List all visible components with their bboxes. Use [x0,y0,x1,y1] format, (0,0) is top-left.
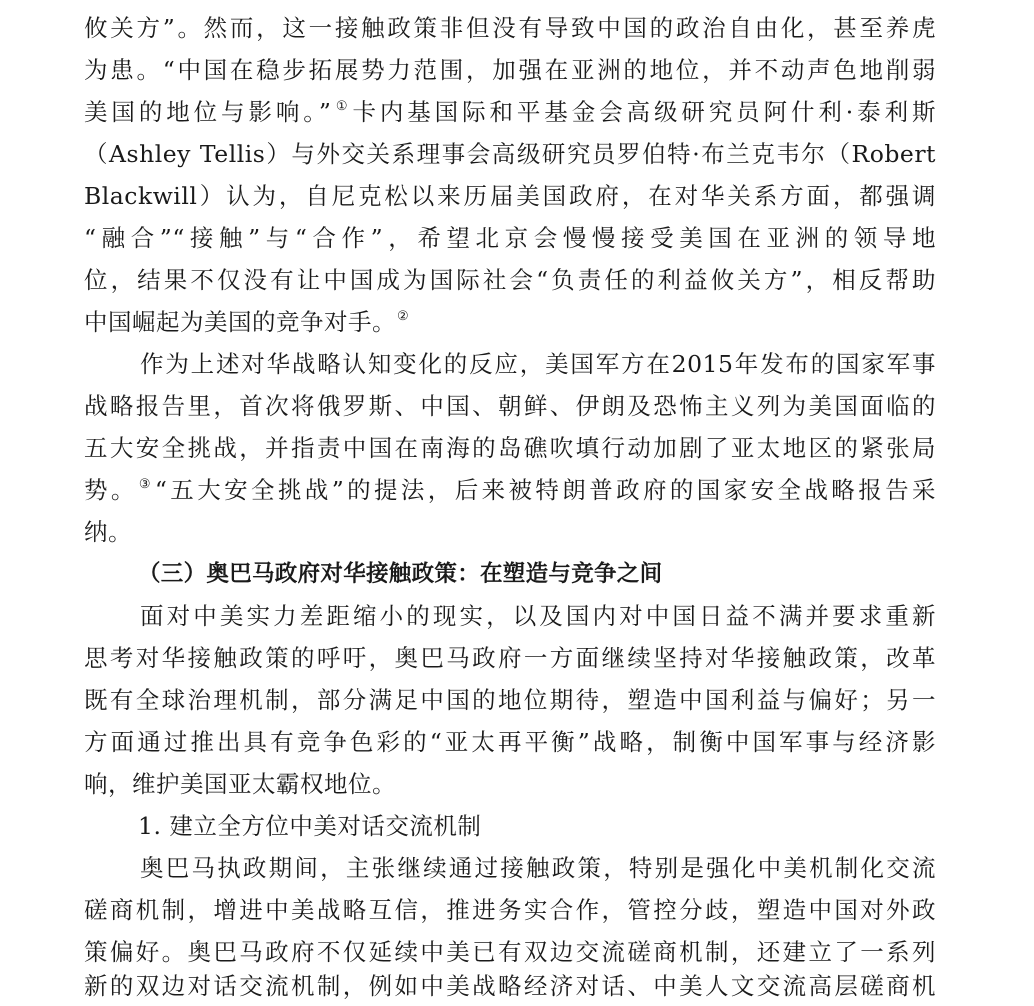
text-line: 攸关方”。然而，这一接触政策非但没有导致中国的政治自由化，甚至养虎 [84,14,936,42]
text-segment: “五大安全挑战”的提法，后来被特朗普政府的国家安全战略报告采 [154,476,936,504]
text-line: 策偏好。奥巴马政府不仅延续中美已有双边交流磋商机制，还建立了一系列 [84,938,936,966]
text-segment: 中国崛起为美国的竞争对手。 [84,308,396,336]
text-line: Blackwill）认为，自尼克松以来历届美国政府，在对华关系方面，都强调 [84,182,936,210]
footnote-marker[interactable]: ② [397,309,410,324]
section-heading: （三）奥巴马政府对华接触政策：在塑造与竞争之间 [138,561,663,587]
text-segment: 美国的地位与影响。” [84,98,332,126]
text-line: 为患。“中国在稳步拓展势力范围，加强在亚洲的地位，并不动声色地削弱 [84,56,936,84]
text-line: “融合”“接触”与“合作”，希望北京会慢慢接受美国在亚洲的领导地 [84,224,936,252]
text-line [84,470,936,510]
text-line: 面对中美实力差距缩小的现实，以及国内对中国日益不满并要求重新 [140,602,936,630]
text-line: 作为上述对华战略认知变化的反应，美国军方在2015年发布的国家军事 [140,350,936,378]
text-line: 奥巴马执政期间，主张继续通过接触政策，特别是强化中美机制化交流 [140,854,936,882]
text-segment: 势。 [84,476,138,504]
text-line [84,302,936,342]
text-line: 磋商机制，增进中美战略互信，推进务实合作，管控分歧，塑造中国对外政 [84,896,936,924]
footnote-marker[interactable]: ① [332,99,352,114]
text-line: 位，结果不仅没有让中国成为国际社会“负责任的利益攸关方”，相反帮助 [84,266,936,294]
text-line: （Ashley Tellis）与外交关系理事会高级研究员罗伯特·布兰克韦尔（Robert [84,140,936,168]
text-line: 新的双边对话交流机制，例如中美战略经济对话、中美人文交流高层磋商机 [84,972,936,1000]
text-line: 思考对华接触政策的呼吁，奥巴马政府一方面继续坚持对华接触政策，改革 [84,644,936,672]
document-page [84,0,936,1000]
text-line: 既有全球治理机制，部分满足中国的地位期待，塑造中国利益与偏好；另一 [84,686,936,714]
text-line: 方面通过推出具有竞争色彩的“亚太再平衡”战略，制衡中国军事与经济影 [84,728,936,756]
footnote-marker[interactable]: ③ [138,477,154,492]
subsection-heading: 1. 建立全方位中美对话交流机制 [138,812,482,840]
text-line: 纳。 [84,518,132,546]
text-line: 响，维护美国亚太霸权地位。 [84,770,396,798]
text-line [84,92,936,132]
text-segment: 卡内基国际和平基金会高级研究员阿什利·泰利斯 [352,98,936,126]
text-line: 战略报告里，首次将俄罗斯、中国、朝鲜、伊朗及恐怖主义列为美国面临的 [84,392,936,420]
text-line: 五大安全挑战，并指责中国在南海的岛礁吹填行动加剧了亚太地区的紧张局 [84,434,936,462]
